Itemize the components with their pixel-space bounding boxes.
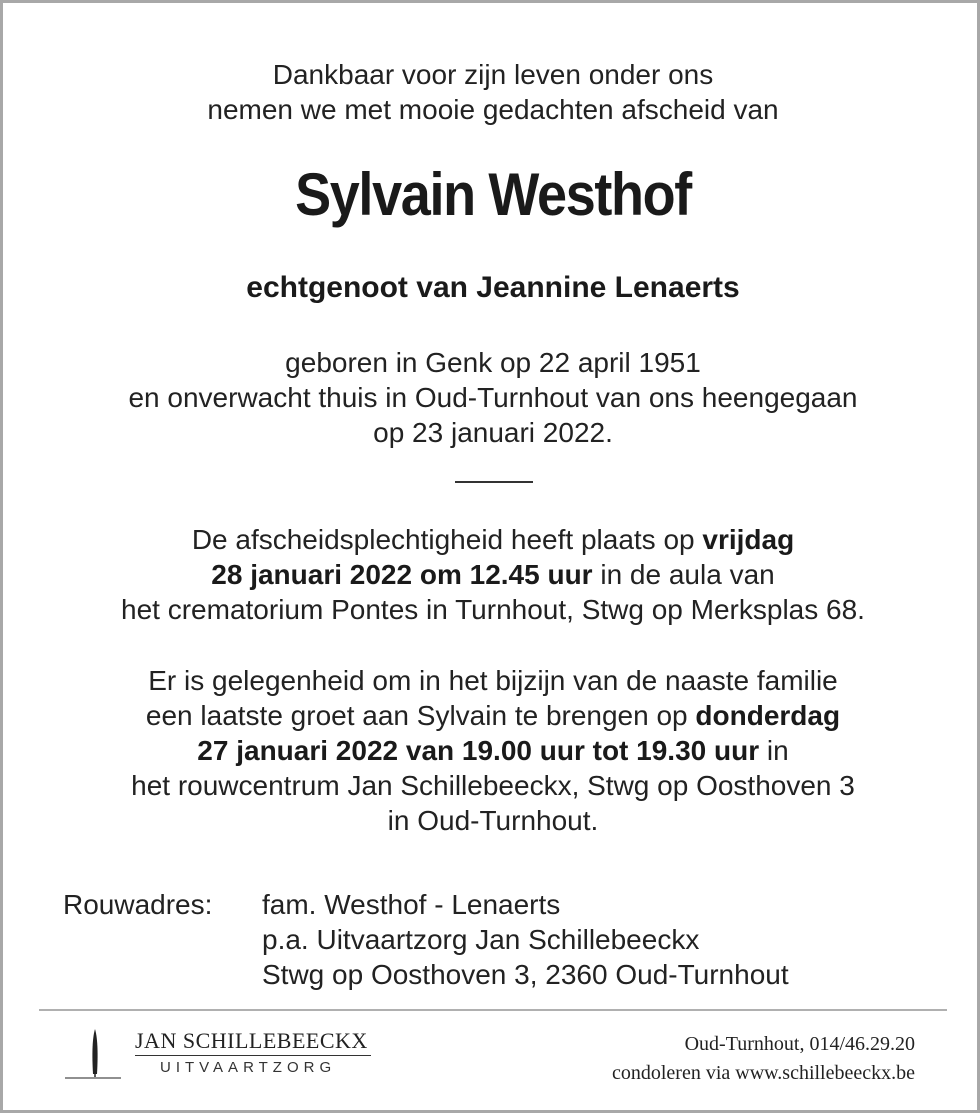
address-block [262, 887, 789, 992]
address-line: Stwg op Oosthoven 3, 2360 Oud-Turnhout [262, 959, 789, 990]
contact-website: condoleren via www.schillebeeckx.be [611, 1062, 915, 1084]
logo-name: JAN SCHILLEBEECKX [135, 1028, 368, 1053]
viewing-text-part: in [759, 735, 789, 766]
address-label: Rouwadres: [63, 889, 213, 920]
spouse-line: echtgenoot van Jeannine Lenaerts [246, 271, 740, 304]
ceremony-day: vrijdag [702, 524, 795, 555]
intro-text [3, 57, 980, 127]
footer-rule [39, 1009, 947, 1011]
logo-subtitle: UITVAARTZORG [160, 1059, 337, 1076]
viewing-datetime: 27 januari 2022 van 19.00 uur tot 19.30 uur [197, 735, 760, 766]
viewing-text-part: een laatste groet aan Sylvain te brengen op [145, 700, 696, 731]
deceased-name: Sylvain Westhof [295, 161, 691, 228]
viewing-location: het rouwcentrum Jan Schillebeeckx, Stwg op Oosthoven 3 [131, 770, 855, 801]
born-line: op 23 januari 2022. [373, 417, 613, 448]
intro-line: nemen we met mooie gedachten afscheid van [207, 94, 779, 125]
ceremony-location: het crematorium Pontes in Turnhout, Stwg op Merksplas 68. [121, 594, 865, 625]
viewing-day: donderdag [695, 700, 841, 731]
contact-phone: Oud-Turnhout, 014/46.29.20 [684, 1033, 915, 1055]
funeral-home-logo [65, 1027, 385, 1083]
contact-info [612, 1030, 915, 1088]
viewing-location: in Oud-Turnhout. [387, 805, 599, 836]
section-divider [455, 481, 533, 483]
logo-underline [135, 1055, 371, 1056]
ceremony-text-part: in de aula van [592, 559, 775, 590]
ceremony-line [3, 522, 980, 557]
address-line: fam. Westhof - Lenaerts [262, 889, 561, 920]
viewing-text [3, 663, 980, 838]
address-line: p.a. Uitvaartzorg Jan Schillebeeckx [262, 924, 700, 955]
ceremony-text-part: De afscheidsplechtigheid heeft plaats op [191, 524, 703, 555]
viewing-line [3, 733, 980, 768]
born-line: en onverwacht thuis in Oud-Turnhout van ons heengegaan [128, 382, 858, 413]
viewing-line: Er is gelegenheid om in het bijzijn van de naaste familie [148, 665, 838, 696]
ceremony-datetime: 28 januari 2022 om 12.45 uur [211, 559, 593, 590]
cypress-tree-icon [65, 1027, 129, 1083]
intro-line: Dankbaar voor zijn leven onder ons [272, 59, 714, 90]
birth-death-text [3, 345, 980, 450]
ceremony-line [3, 557, 980, 592]
ceremony-text [3, 522, 980, 627]
viewing-line [3, 698, 980, 733]
born-line: geboren in Genk op 22 april 1951 [285, 347, 701, 378]
